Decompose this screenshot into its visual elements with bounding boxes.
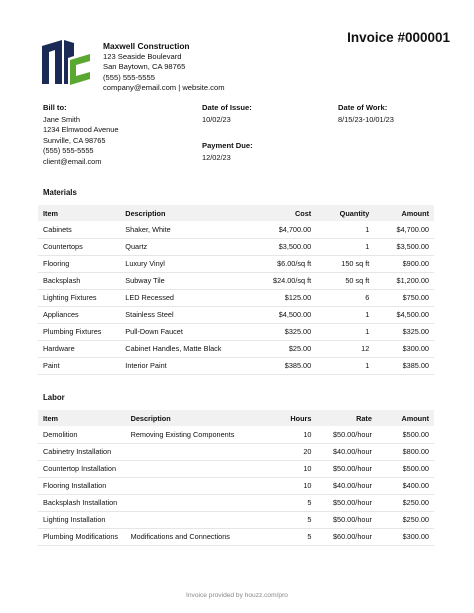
bill-to-label: Bill to: <box>43 103 67 112</box>
cell-item: Plumbing Fixtures <box>38 323 120 340</box>
cell-amount: $1,200.00 <box>374 272 434 289</box>
cell-description: Interior Paint <box>120 357 231 374</box>
cell-description: Stainless Steel <box>120 306 231 323</box>
cell-description <box>126 443 240 460</box>
cell-quantity: 1 <box>316 306 374 323</box>
cell-rate: $50.00/hour <box>316 511 376 528</box>
cell-item: Backsplash Installation <box>38 494 126 511</box>
cell-hours: 10 <box>239 460 316 477</box>
table-row <box>38 238 434 255</box>
cell-amount: $500.00 <box>377 426 434 443</box>
invoice-title: Invoice #000001 <box>347 30 450 45</box>
table-row <box>38 528 434 545</box>
cell-description: Cabinet Handles, Matte Black <box>120 340 231 357</box>
cell-quantity: 1 <box>316 238 374 255</box>
cell-rate: $40.00/hour <box>316 443 376 460</box>
cell-description <box>126 494 240 511</box>
col-header-description: Description <box>126 410 240 426</box>
cell-item: Flooring Installation <box>38 477 126 494</box>
cell-amount: $750.00 <box>374 289 434 306</box>
company-name: Maxwell Construction <box>103 41 190 51</box>
col-header-amount: Amount <box>374 205 434 221</box>
cell-cost: $4,500.00 <box>231 306 316 323</box>
cell-cost: $4,700.00 <box>231 221 316 238</box>
cell-description: Removing Existing Components <box>126 426 240 443</box>
cell-amount: $325.00 <box>374 323 434 340</box>
cell-rate: $60.00/hour <box>316 528 376 545</box>
cell-item: Appliances <box>38 306 120 323</box>
cell-hours: 10 <box>239 426 316 443</box>
table-row <box>38 289 434 306</box>
table-row <box>38 357 434 374</box>
cell-item: Countertops <box>38 238 120 255</box>
table-row <box>38 443 434 460</box>
table-row <box>38 306 434 323</box>
cell-description <box>126 477 240 494</box>
col-header-item: Item <box>38 410 126 426</box>
company-info <box>103 41 225 94</box>
client-address-line2: Sunville, CA 98765 <box>43 135 106 145</box>
cell-hours: 5 <box>239 511 316 528</box>
cell-item: Demolition <box>38 426 126 443</box>
cell-quantity: 6 <box>316 289 374 306</box>
col-header-item: Item <box>38 205 120 221</box>
cell-rate: $50.00/hour <box>316 494 376 511</box>
client-email: client@email.com <box>43 156 102 166</box>
cell-item: Backsplash <box>38 272 120 289</box>
cell-amount: $4,500.00 <box>374 306 434 323</box>
cell-item: Lighting Installation <box>38 511 126 528</box>
labor-title: Labor <box>43 393 65 402</box>
cell-hours: 5 <box>239 494 316 511</box>
cell-hours: 20 <box>239 443 316 460</box>
cell-description: Shaker, White <box>120 221 231 238</box>
cell-amount: $300.00 <box>374 340 434 357</box>
cell-amount: $4,700.00 <box>374 221 434 238</box>
payment-due-block <box>202 141 253 163</box>
company-phone: (555) 555-5555 <box>103 72 155 82</box>
col-header-description: Description <box>120 205 231 221</box>
cell-amount: $300.00 <box>377 528 434 545</box>
cell-rate: $50.00/hour <box>316 460 376 477</box>
cell-amount: $3,500.00 <box>374 238 434 255</box>
cell-cost: $6.00/sq ft <box>231 255 316 272</box>
col-header-hours: Hours <box>239 410 316 426</box>
cell-description <box>126 511 240 528</box>
cell-item: Flooring <box>38 255 120 272</box>
work-date-label: Date of Work: <box>338 103 388 112</box>
cell-hours: 5 <box>239 528 316 545</box>
table-row <box>38 221 434 238</box>
issue-date-block <box>202 103 252 125</box>
materials-header-row <box>38 205 434 221</box>
cell-amount: $385.00 <box>374 357 434 374</box>
payment-due-label: Payment Due: <box>202 141 253 150</box>
cell-item: Countertop Installation <box>38 460 126 477</box>
table-row <box>38 272 434 289</box>
work-date-block <box>338 103 394 125</box>
issue-date-label: Date of Issue: <box>202 103 252 112</box>
cell-amount: $800.00 <box>377 443 434 460</box>
bill-to-block <box>43 103 118 167</box>
footer-credit: Invoice provided by houzz.com/pro <box>186 592 288 599</box>
company-address-line1: 123 Seaside Boulevard <box>103 51 182 61</box>
table-row <box>38 511 434 528</box>
cell-quantity: 12 <box>316 340 374 357</box>
cell-item: Hardware <box>38 340 120 357</box>
cell-description: Modifications and Connections <box>126 528 240 545</box>
cell-cost: $125.00 <box>231 289 316 306</box>
cell-cost: $385.00 <box>231 357 316 374</box>
issue-date-value: 10/02/23 <box>202 115 231 124</box>
cell-description <box>126 460 240 477</box>
cell-rate: $50.00/hour <box>316 426 376 443</box>
cell-hours: 10 <box>239 477 316 494</box>
cell-amount: $500.00 <box>377 460 434 477</box>
cell-quantity: 1 <box>316 323 374 340</box>
payment-due-value: 12/02/23 <box>202 153 231 162</box>
cell-quantity: 150 sq ft <box>316 255 374 272</box>
cell-description: Luxury Vinyl <box>120 255 231 272</box>
client-phone: (555) 555-5555 <box>43 146 94 156</box>
cell-quantity: 1 <box>316 357 374 374</box>
cell-cost: $3,500.00 <box>231 238 316 255</box>
col-header-rate: Rate <box>316 410 376 426</box>
col-header-quantity: Quantity <box>316 205 374 221</box>
cell-quantity: 50 sq ft <box>316 272 374 289</box>
cell-rate: $40.00/hour <box>316 477 376 494</box>
table-row <box>38 255 434 272</box>
cell-description: Quartz <box>120 238 231 255</box>
cell-item: Cabinets <box>38 221 120 238</box>
cell-description: Subway Tile <box>120 272 231 289</box>
company-address-line2: San Baytown, CA 98765 <box>103 62 186 72</box>
table-row <box>38 340 434 357</box>
cell-amount: $900.00 <box>374 255 434 272</box>
cell-cost: $325.00 <box>231 323 316 340</box>
cell-cost: $25.00 <box>231 340 316 357</box>
materials-title: Materials <box>43 188 77 197</box>
work-date-value: 8/15/23-10/01/23 <box>338 115 394 124</box>
mc-monogram-logo-icon <box>40 38 92 86</box>
cell-item: Lighting Fixtures <box>38 289 120 306</box>
cell-description: Pull-Down Faucet <box>120 323 231 340</box>
table-row <box>38 477 434 494</box>
cell-cost: $24.00/sq ft <box>231 272 316 289</box>
cell-amount: $250.00 <box>377 511 434 528</box>
client-name: Jane Smith <box>43 115 80 124</box>
materials-table <box>38 205 434 375</box>
cell-quantity: 1 <box>316 221 374 238</box>
cell-item: Cabinetry Installation <box>38 443 126 460</box>
table-row <box>38 426 434 443</box>
table-row <box>38 460 434 477</box>
client-address-line1: 1234 Elmwood Avenue <box>43 125 119 135</box>
cell-amount: $250.00 <box>377 494 434 511</box>
cell-description: LED Recessed <box>120 289 231 306</box>
labor-table <box>38 410 434 546</box>
company-contact: company@email.com | website.com <box>103 83 225 93</box>
labor-header-row <box>38 410 434 426</box>
cell-amount: $400.00 <box>377 477 434 494</box>
cell-item: Paint <box>38 357 120 374</box>
col-header-amount: Amount <box>377 410 434 426</box>
table-row <box>38 494 434 511</box>
table-row <box>38 323 434 340</box>
col-header-cost: Cost <box>231 205 316 221</box>
cell-item: Plumbing Modifications <box>38 528 126 545</box>
